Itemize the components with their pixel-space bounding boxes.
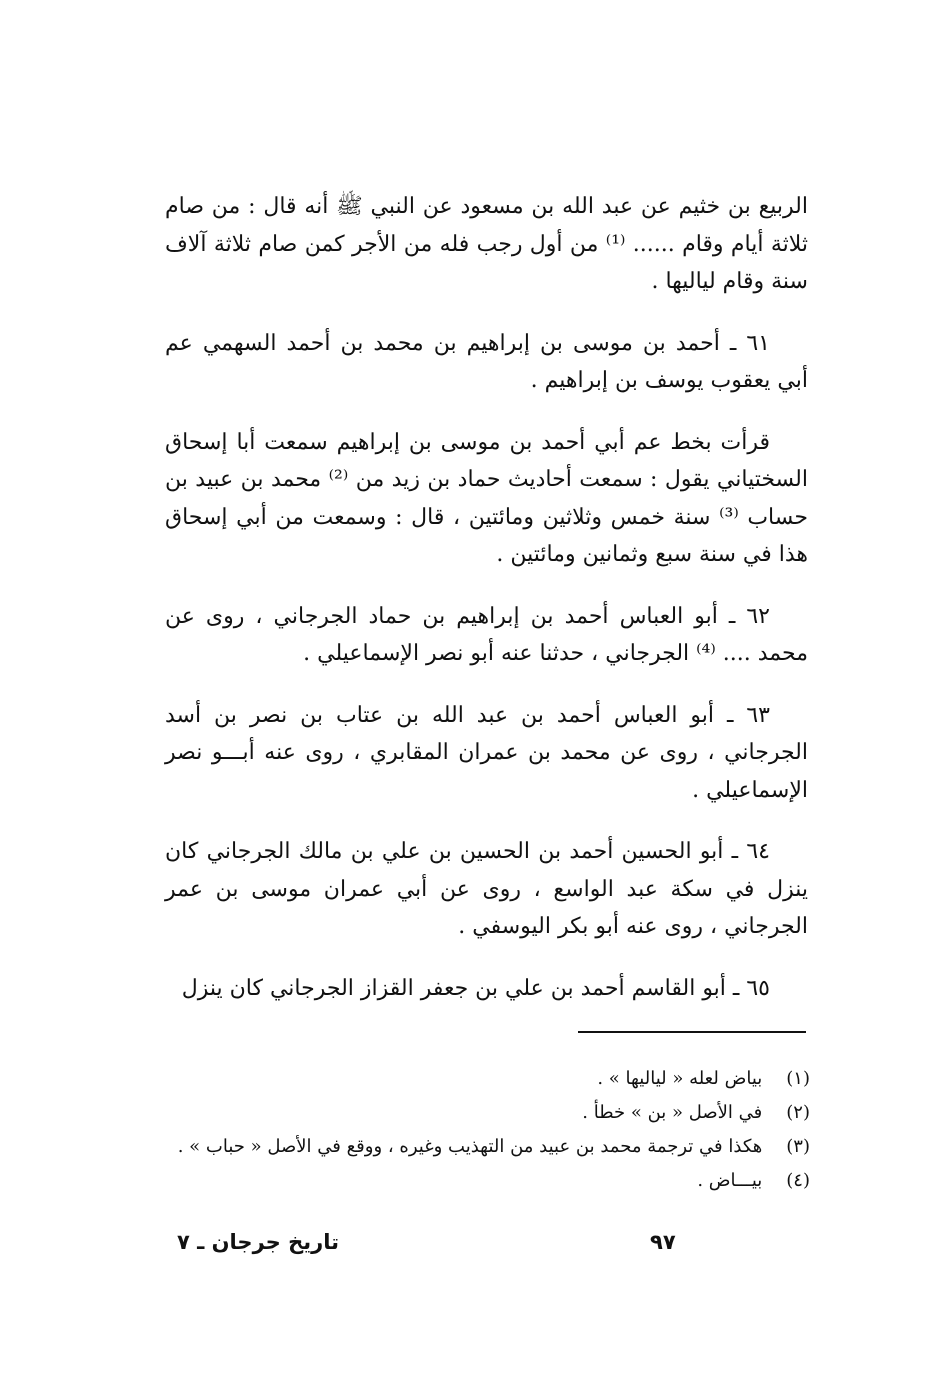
page-number: ٩٧ bbox=[650, 1230, 676, 1254]
page-footer bbox=[165, 1230, 810, 1264]
footnote-number: (٣) bbox=[786, 1136, 810, 1157]
footnote-1 bbox=[165, 1062, 810, 1096]
footnote-text: هكذا في ترجمة محمد بن عبيد من التهذيب وغيره ، ووقع في الأصل « حباب » . bbox=[177, 1136, 763, 1157]
main-text bbox=[165, 188, 808, 1007]
footnote-4 bbox=[165, 1164, 810, 1198]
footnote-text: بياض لعله « لياليها » . bbox=[597, 1068, 763, 1089]
footnote-divider bbox=[578, 1031, 806, 1033]
entry-62: ٦٢ ـ أبو العباس أحمد بن إبراهيم بن حماد الجرجاني ، روى عن محمد .... ⁽⁴⁾ الجرجاني ، حدثنا عنه أبو نصر الإسماعيلي . bbox=[165, 603, 808, 666]
footnote-text: في الأصل « بن » خطأ . bbox=[582, 1102, 763, 1123]
footnote-3 bbox=[165, 1130, 810, 1164]
footnote-text: بيـــاض . bbox=[697, 1170, 763, 1191]
running-title: تاريخ جرجان ـ ٧ bbox=[177, 1230, 339, 1254]
footnote-number: (١) bbox=[786, 1068, 810, 1089]
entry-64: ٦٤ ـ أبو الحسين أحمد بن الحسين بن علي بن مالك الجرجاني كان ينزل في سكة عبد الواسع ، روى عن أبي عمران موسى بن عمر الجرجاني ، روى عنه أبو بكر اليوسفي . bbox=[165, 839, 808, 939]
footnote-2 bbox=[165, 1096, 810, 1130]
paragraph-continuation: الربيع بن خثيم عن عبد الله بن مسعود عن النبي ﷺ أنه قال : من صام ثلاثة أيام وقام ...... ⁽¹⁾ من أول رجب فله من الأجر كمن صام ثلاثة آلاف سنة وقام لياليها . bbox=[165, 194, 809, 294]
entry-61-heading: ٦١ ـ أحمد بن موسى بن إبراهيم بن محمد بن أحمد السهمي عم أبي يعقوب يوسف بن إبراهيم . bbox=[165, 330, 808, 393]
entry-61-body: قرأت بخط عم أبي أحمد بن موسى بن إبراهيم سمعت أبا إسحاق السختياني يقول : سمعت أحاديث حماد بن زيد من ⁽²⁾ محمد بن عبيد بن حساب ⁽³⁾ سنة خمس وثلاثين ومائتين ، قال : وسمعت من أبي إسحاق هذا في سنة سبع وثمانين ومائتين . bbox=[165, 429, 808, 567]
footnotes bbox=[165, 1062, 810, 1198]
entry-63: ٦٣ ـ أبو العباس أحمد بن عبد الله بن عتاب بن نصر بن أسد الجرجاني ، روى عن محمد بن عمران المقابري ، روى عنه أبـــو نصر الإسماعيلي . bbox=[165, 702, 808, 803]
entry-65: ٦٥ ـ أبو القاسم أحمد بن علي بن جعفر القزاز الجرجاني كان ينزل bbox=[181, 975, 770, 1001]
footnote-number: (٢) bbox=[786, 1102, 810, 1123]
footnote-number: (٤) bbox=[786, 1170, 810, 1191]
